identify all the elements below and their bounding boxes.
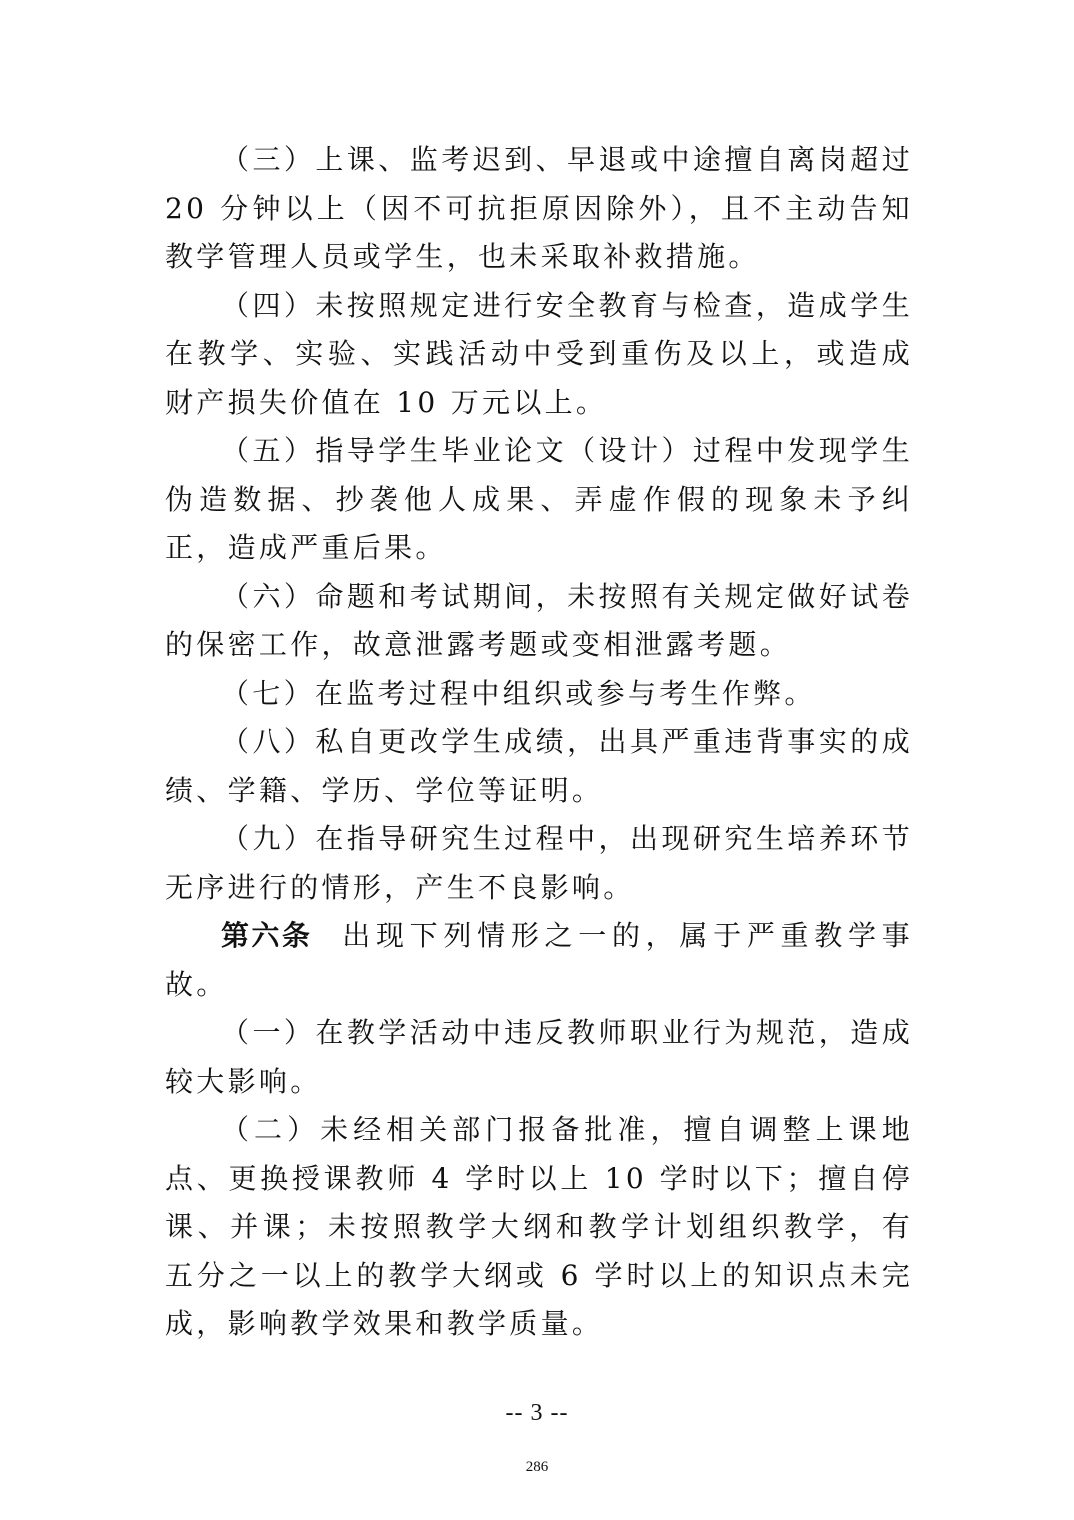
clause-2: （二）未经相关部门报备批准，擅自调整上课地点、更换授课教师 4 学时以上 10 学时以下；擅自停课、并课；未按照教学大纲和教学计划组织教学，有五分之一以上的教学大纲或 6 学时以上的知识点未完成，影响教学效果和教学质量。 [165,1113,913,1340]
clause-7: （七）在监考过程中组织或参与考生作弊。 [221,676,816,710]
page-number: -- 3 -- [505,1400,569,1426]
article-six-text: 出现下列情形之一的，属于严重教学事故。 [165,919,913,1001]
clause-9: （九）在指导研究生过程中，出现研究生培养环节无序进行的情形，产生不良影响。 [165,822,913,904]
clause-5: （五）指导学生毕业论文（设计）过程中发现学生伪造数据、抄袭他人成果、弄虚作假的现象未予纠正，造成严重后果。 [165,434,913,564]
clause-8: （八）私自更改学生成绩，出具严重违背事实的成绩、学籍、学历、学位等证明。 [165,725,913,807]
clause-6: （六）命题和考试期间，未按照有关规定做好试卷的保密工作，故意泄露考题或变相泄露考题。 [165,579,913,661]
clause-3: （三）上课、监考迟到、早退或中途擅自离岗超过 20 分钟以上（因不可抗拒原因除外），且不主动告知教学管理人员或学生，也未采取补救措施。 [165,143,913,273]
document-body [165,136,913,1349]
clause-1: （一）在教学活动中违反教师职业行为规范，造成较大影响。 [165,1016,913,1098]
archive-number: 286 [525,1459,549,1475]
clause-4: （四）未按照规定进行安全教育与检查，造成学生在教学、实验、实践活动中受到重伤及以上，或造成财产损失价值在 10 万元以上。 [165,288,913,419]
article-six [165,912,913,1009]
article-six-label: 第六条 [221,919,313,952]
